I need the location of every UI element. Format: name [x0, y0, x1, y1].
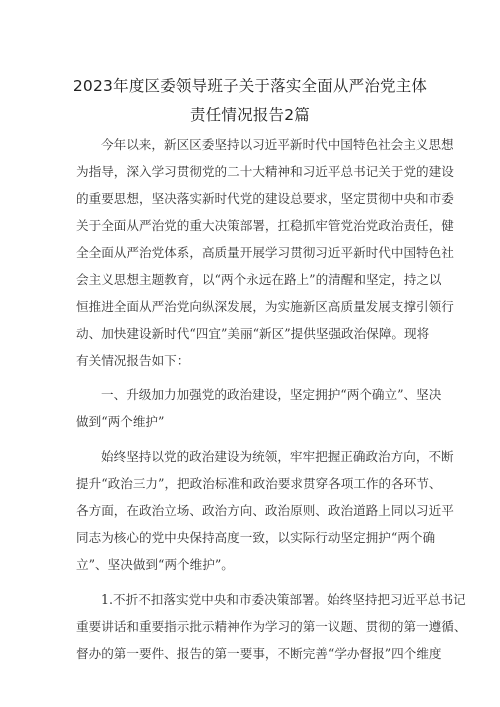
intro-line: 会主义思想主题教育，以“两个永远在路上”的清醒和坚定，持之以 [76, 272, 442, 287]
section-body-line: 提升“政治三力”，把政治标准和政治要求贯穿各项工作的各环节、 [76, 476, 442, 491]
intro-line: 恒推进全面从严治党向纵深发展，为实施新区高质量发展支撑引领行 [76, 299, 454, 314]
item-line: 1.不折不扣落实党中央和市委决策部署。始终坚持把习近平总书记 [101, 592, 466, 607]
section-body-line: 立”、坚决做到“两个维护”。 [76, 557, 234, 572]
section-heading-line: 做到“两个维护” [76, 414, 165, 429]
section-heading-line: 一、升级加力加强党的政治建设，坚定拥护“两个确立”、坚决 [101, 387, 442, 402]
intro-line: 全全面从严治党体系，高质量开展学习贯彻习近平新时代中国特色社 [76, 245, 454, 260]
intro-line: 今年以来，新区区委坚持以习近平新时代中国特色社会主义思想 [101, 137, 454, 152]
item-line: 督办的第一要件、报告的第一要事，不断完善“学办督报”四个维度 [76, 646, 442, 661]
intro-line: 有关情况报告如下： [76, 353, 190, 368]
item-line: 重要讲话和重要指示批示精神作为学习的第一议题、贯彻的第一遵循、 [76, 619, 467, 634]
intro-line: 关于全面从严治党的重大决策部署，扛稳抓牢管党治党政治责任，健 [76, 218, 454, 233]
section-body-line: 同志为核心的党中央保持高度一致，以实际行动坚定拥护“两个确 [76, 530, 436, 545]
document-title-line-2: 责任情况报告2篇 [190, 106, 310, 124]
intro-line: 为指导，深入学习贯彻党的二十大精神和习近平总书记关于党的建设 [76, 164, 454, 179]
document-title-line-1: 2023年度区委领导班子关于落实全面从严治党主体 [72, 77, 428, 95]
section-body-line: 各方面，在政治立场、政治方向、政治原则、政治道路上同以习近平 [76, 503, 454, 518]
section-body-line: 始终坚持以党的政治建设为统领，牢牢把握正确政治方向，不断 [101, 449, 454, 464]
intro-line: 的重要思想，坚决落实新时代党的建设总要求，坚定贯彻中央和市委 [76, 191, 454, 206]
intro-line: 动、加快建设新时代“四宜”美丽“新区”提供坚强政治保障。现将 [76, 326, 430, 341]
